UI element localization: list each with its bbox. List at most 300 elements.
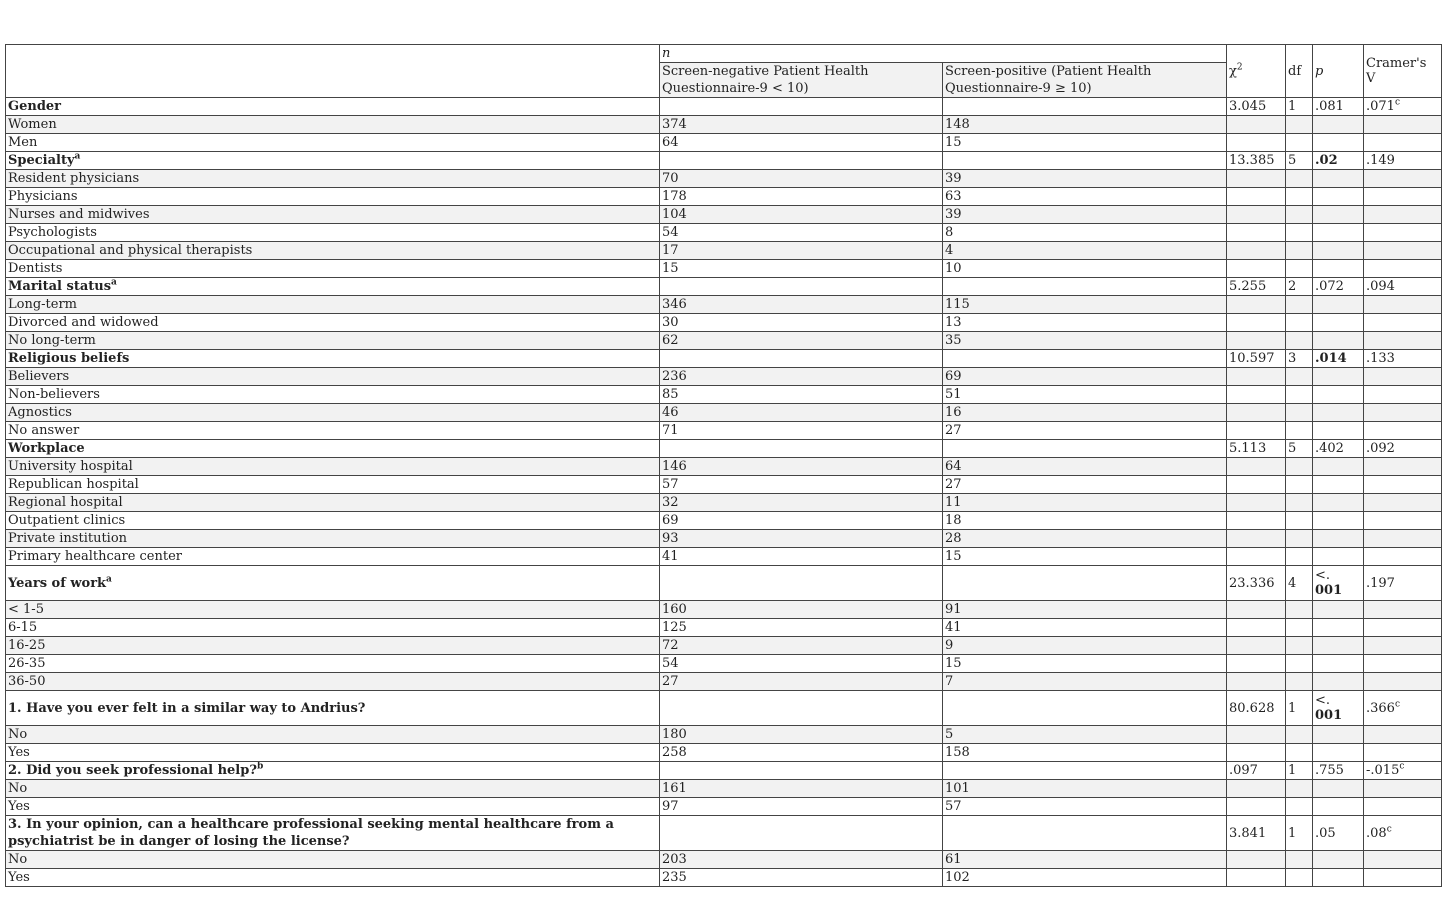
empty-cell (1286, 744, 1313, 762)
header-screen-negative: Screen-negative Patient Health Questionnaire-9 < 10) (660, 63, 943, 98)
row-label: < 1-5 (6, 601, 660, 619)
empty-cell (1227, 798, 1286, 816)
empty-cell (1313, 224, 1364, 242)
df-value: 1 (1286, 816, 1313, 851)
screen-positive-count: 15 (943, 655, 1227, 673)
group-label-text: 1. Have you ever felt in a similar way to Andrius? (8, 700, 366, 716)
p-prefix: <. (1315, 693, 1331, 708)
chi-square-value: 10.597 (1227, 350, 1286, 368)
empty-cell (1227, 170, 1286, 188)
group-footnote: b (256, 761, 264, 772)
empty-cell (1227, 224, 1286, 242)
screen-positive-count: 9 (943, 637, 1227, 655)
row-label: Long-term (6, 296, 660, 314)
row-label: Non-believers (6, 386, 660, 404)
v-number: .08 (1366, 825, 1387, 841)
screen-negative-count: 41 (660, 548, 943, 566)
table-row (6, 637, 1442, 655)
table-row (6, 744, 1442, 762)
empty-cell (1227, 530, 1286, 548)
screen-positive-count: 41 (943, 619, 1227, 637)
group-label-text: Specialty (8, 153, 75, 168)
empty-cell (1313, 869, 1364, 887)
empty-cell (1313, 494, 1364, 512)
screen-positive-count: 27 (943, 476, 1227, 494)
empty-cell (1313, 332, 1364, 350)
group-label-text: Workplace (8, 441, 85, 456)
empty-cell (1286, 260, 1313, 278)
v-footnote: c (1394, 699, 1400, 710)
row-label: No answer (6, 422, 660, 440)
empty-cell (1364, 530, 1442, 548)
v-number: .092 (1366, 441, 1395, 456)
group-footnote: a (111, 277, 117, 288)
empty-cell (1313, 476, 1364, 494)
empty-cell (1286, 530, 1313, 548)
empty-cell (1227, 116, 1286, 134)
screen-positive-count: 63 (943, 188, 1227, 206)
cramers-v-value (1364, 350, 1442, 368)
empty-cell (1227, 655, 1286, 673)
group-label (6, 350, 660, 368)
screen-positive-count: 11 (943, 494, 1227, 512)
empty-cell (1313, 296, 1364, 314)
screen-negative-count: 46 (660, 404, 943, 422)
row-label: Yes (6, 798, 660, 816)
empty-cell (1286, 512, 1313, 530)
cramers-v-value (1364, 440, 1442, 458)
empty-cell (1227, 386, 1286, 404)
group-row (6, 350, 1442, 368)
empty-cell (1227, 188, 1286, 206)
screen-positive-count: 101 (943, 780, 1227, 798)
screen-negative-count: 57 (660, 476, 943, 494)
row-label: Men (6, 134, 660, 152)
empty-cell (1364, 673, 1442, 691)
empty-cell (1286, 422, 1313, 440)
empty-cell (1227, 134, 1286, 152)
p-value: .05 (1313, 816, 1364, 851)
screen-negative-count: 27 (660, 673, 943, 691)
screen-positive-count: 102 (943, 869, 1227, 887)
group-pos-blank (943, 350, 1227, 368)
screen-positive-count: 10 (943, 260, 1227, 278)
cramers-v-value (1364, 566, 1442, 601)
empty-cell (1364, 655, 1442, 673)
table-row (6, 332, 1442, 350)
empty-cell (1227, 404, 1286, 422)
empty-cell (1286, 673, 1313, 691)
empty-cell (1364, 386, 1442, 404)
row-label: Regional hospital (6, 494, 660, 512)
header-blank (6, 45, 660, 98)
row-label: Private institution (6, 530, 660, 548)
results-table (5, 44, 1442, 887)
row-label: Outpatient clinics (6, 512, 660, 530)
screen-positive-count: 61 (943, 851, 1227, 869)
empty-cell (1313, 548, 1364, 566)
empty-cell (1286, 224, 1313, 242)
screen-negative-count: 178 (660, 188, 943, 206)
empty-cell (1227, 296, 1286, 314)
row-label: Nurses and midwives (6, 206, 660, 224)
empty-cell (1227, 744, 1286, 762)
screen-positive-count: 39 (943, 170, 1227, 188)
screen-negative-count: 236 (660, 368, 943, 386)
empty-cell (1286, 314, 1313, 332)
row-label: Republican hospital (6, 476, 660, 494)
group-label-text: Marital status (8, 279, 112, 294)
empty-cell (1286, 494, 1313, 512)
screen-positive-count: 5 (943, 726, 1227, 744)
screen-positive-count: 51 (943, 386, 1227, 404)
table-row (6, 673, 1442, 691)
group-pos-blank (943, 98, 1227, 116)
empty-cell (1364, 548, 1442, 566)
empty-cell (1286, 798, 1313, 816)
empty-cell (1364, 116, 1442, 134)
empty-cell (1364, 134, 1442, 152)
chi-square-value: 80.628 (1227, 691, 1286, 726)
cramers-v-value (1364, 816, 1442, 851)
empty-cell (1286, 368, 1313, 386)
df-value: 5 (1286, 440, 1313, 458)
v-number: -.015 (1366, 763, 1400, 778)
empty-cell (1364, 188, 1442, 206)
empty-cell (1313, 260, 1364, 278)
empty-cell (1227, 726, 1286, 744)
p-value (1313, 566, 1364, 601)
header-df: df (1286, 45, 1313, 98)
screen-positive-count: 39 (943, 206, 1227, 224)
empty-cell (1313, 314, 1364, 332)
cramers-v-value (1364, 98, 1442, 116)
chi-symbol: χ (1229, 63, 1237, 79)
empty-cell (1364, 476, 1442, 494)
row-label: Psychologists (6, 224, 660, 242)
p-value (1313, 691, 1364, 726)
table-row (6, 314, 1442, 332)
chi-square-value: 5.255 (1227, 278, 1286, 296)
group-neg-blank (660, 152, 943, 170)
p-value: .402 (1313, 440, 1364, 458)
screen-positive-count: 7 (943, 673, 1227, 691)
empty-cell (1313, 744, 1364, 762)
empty-cell (1286, 637, 1313, 655)
empty-cell (1286, 332, 1313, 350)
cramers-v-value (1364, 278, 1442, 296)
empty-cell (1364, 224, 1442, 242)
group-label-text: Years of work (8, 575, 107, 591)
chi-square-value: 5.113 (1227, 440, 1286, 458)
empty-cell (1227, 458, 1286, 476)
empty-cell (1286, 869, 1313, 887)
empty-cell (1364, 332, 1442, 350)
group-label (6, 816, 660, 851)
group-footnote: a (74, 151, 81, 162)
empty-cell (1286, 134, 1313, 152)
empty-cell (1313, 242, 1364, 260)
table-row (6, 726, 1442, 744)
empty-cell (1286, 726, 1313, 744)
screen-negative-count: 32 (660, 494, 943, 512)
screen-negative-count: 30 (660, 314, 943, 332)
group-pos-blank (943, 440, 1227, 458)
row-label: Physicians (6, 188, 660, 206)
empty-cell (1313, 655, 1364, 673)
table-row (6, 851, 1442, 869)
group-pos-blank (943, 152, 1227, 170)
empty-cell (1286, 116, 1313, 134)
empty-cell (1286, 404, 1313, 422)
empty-cell (1364, 744, 1442, 762)
table-row (6, 548, 1442, 566)
group-label-text: Gender (8, 99, 62, 114)
screen-negative-count: 104 (660, 206, 943, 224)
empty-cell (1364, 404, 1442, 422)
v-footnote: c (1394, 97, 1400, 108)
screen-negative-count: 97 (660, 798, 943, 816)
empty-cell (1286, 296, 1313, 314)
screen-negative-count: 70 (660, 170, 943, 188)
empty-cell (1364, 637, 1442, 655)
screen-negative-count: 258 (660, 744, 943, 762)
screen-negative-count: 203 (660, 851, 943, 869)
table-row (6, 798, 1442, 816)
empty-cell (1227, 314, 1286, 332)
empty-cell (1286, 780, 1313, 798)
df-value: 2 (1286, 278, 1313, 296)
header-screen-positive: Screen-positive (Patient Health Questionnaire-9 ≥ 10) (943, 63, 1227, 98)
v-number: .197 (1366, 575, 1395, 591)
table-row (6, 494, 1442, 512)
table-row (6, 512, 1442, 530)
group-label (6, 566, 660, 601)
table-row (6, 404, 1442, 422)
empty-cell (1313, 530, 1364, 548)
row-label: Primary healthcare center (6, 548, 660, 566)
table-row (6, 530, 1442, 548)
empty-cell (1227, 512, 1286, 530)
screen-positive-count: 27 (943, 422, 1227, 440)
p-number: 001 (1315, 583, 1343, 598)
empty-cell (1286, 476, 1313, 494)
chi-square-value: 3.841 (1227, 816, 1286, 851)
row-label: Resident physicians (6, 170, 660, 188)
group-pos-blank (943, 566, 1227, 601)
empty-cell (1364, 296, 1442, 314)
group-neg-blank (660, 691, 943, 726)
group-label-text: 3. In your opinion, can a healthcare professional seeking mental healthcare from a psychiatrist be in danger of losing the license? (8, 817, 614, 849)
chi-square-value: 13.385 (1227, 152, 1286, 170)
empty-cell (1313, 851, 1364, 869)
group-label-text: 2. Did you seek professional help? (8, 763, 257, 778)
table-row (6, 188, 1442, 206)
v-number: .071 (1366, 99, 1395, 114)
empty-cell (1286, 458, 1313, 476)
v-number: .094 (1366, 279, 1395, 294)
empty-cell (1364, 869, 1442, 887)
p-prefix: <. (1315, 568, 1331, 583)
empty-cell (1313, 619, 1364, 637)
group-row (6, 762, 1442, 780)
header-n: n (660, 45, 1227, 63)
chi-square-value: 3.045 (1227, 98, 1286, 116)
empty-cell (1313, 422, 1364, 440)
empty-cell (1286, 548, 1313, 566)
screen-positive-count: 158 (943, 744, 1227, 762)
empty-cell (1227, 869, 1286, 887)
header-cramers-v: Cramer's V (1364, 45, 1442, 98)
df-value: 3 (1286, 350, 1313, 368)
screen-negative-count: 69 (660, 512, 943, 530)
chi-square-value: .097 (1227, 762, 1286, 780)
row-label: Believers (6, 368, 660, 386)
group-label (6, 152, 660, 170)
group-neg-blank (660, 440, 943, 458)
header-p: p (1313, 45, 1364, 98)
screen-positive-count: 4 (943, 242, 1227, 260)
screen-negative-count: 17 (660, 242, 943, 260)
screen-negative-count: 235 (660, 869, 943, 887)
screen-positive-count: 115 (943, 296, 1227, 314)
empty-cell (1313, 188, 1364, 206)
screen-negative-count: 62 (660, 332, 943, 350)
screen-negative-count: 346 (660, 296, 943, 314)
table-row (6, 458, 1442, 476)
cramers-v-value (1364, 762, 1442, 780)
table-row (6, 619, 1442, 637)
row-label: No (6, 780, 660, 798)
empty-cell (1227, 780, 1286, 798)
screen-positive-count: 16 (943, 404, 1227, 422)
df-value: 1 (1286, 762, 1313, 780)
empty-cell (1364, 494, 1442, 512)
empty-cell (1313, 116, 1364, 134)
row-label: Yes (6, 744, 660, 762)
screen-positive-count: 13 (943, 314, 1227, 332)
screen-negative-count: 54 (660, 655, 943, 673)
table-body (6, 98, 1442, 887)
row-label: 6-15 (6, 619, 660, 637)
empty-cell (1364, 512, 1442, 530)
screen-positive-count: 28 (943, 530, 1227, 548)
row-label: Occupational and physical therapists (6, 242, 660, 260)
chi-superscript: 2 (1236, 62, 1243, 73)
empty-cell (1227, 206, 1286, 224)
table-row (6, 368, 1442, 386)
screen-negative-count: 54 (660, 224, 943, 242)
screen-negative-count: 71 (660, 422, 943, 440)
empty-cell (1227, 260, 1286, 278)
empty-cell (1313, 404, 1364, 422)
screen-negative-count: 374 (660, 116, 943, 134)
empty-cell (1227, 673, 1286, 691)
group-label (6, 440, 660, 458)
group-pos-blank (943, 762, 1227, 780)
empty-cell (1286, 206, 1313, 224)
v-footnote: c (1399, 761, 1405, 772)
table-row (6, 242, 1442, 260)
empty-cell (1364, 780, 1442, 798)
table-row (6, 655, 1442, 673)
screen-negative-count: 85 (660, 386, 943, 404)
row-label: 36-50 (6, 673, 660, 691)
empty-cell (1313, 386, 1364, 404)
table-row (6, 601, 1442, 619)
group-neg-blank (660, 566, 943, 601)
empty-cell (1227, 242, 1286, 260)
screen-negative-count: 64 (660, 134, 943, 152)
empty-cell (1227, 601, 1286, 619)
group-row (6, 566, 1442, 601)
v-number: .366 (1366, 700, 1395, 716)
empty-cell (1227, 619, 1286, 637)
df-value: 1 (1286, 98, 1313, 116)
table-row (6, 260, 1442, 278)
table-row (6, 476, 1442, 494)
screen-positive-count: 64 (943, 458, 1227, 476)
group-pos-blank (943, 691, 1227, 726)
empty-cell (1364, 601, 1442, 619)
p-value: .014 (1313, 350, 1364, 368)
chi-square-value: 23.336 (1227, 566, 1286, 601)
empty-cell (1227, 368, 1286, 386)
screen-negative-count: 146 (660, 458, 943, 476)
table-row (6, 224, 1442, 242)
group-row (6, 278, 1442, 296)
empty-cell (1313, 726, 1364, 744)
screen-positive-count: 8 (943, 224, 1227, 242)
empty-cell (1286, 851, 1313, 869)
empty-cell (1364, 368, 1442, 386)
screen-positive-count: 69 (943, 368, 1227, 386)
row-label: University hospital (6, 458, 660, 476)
row-label: Dentists (6, 260, 660, 278)
row-label: Agnostics (6, 404, 660, 422)
screen-positive-count: 148 (943, 116, 1227, 134)
group-pos-blank (943, 278, 1227, 296)
group-label (6, 762, 660, 780)
empty-cell (1364, 726, 1442, 744)
screen-negative-count: 93 (660, 530, 943, 548)
empty-cell (1286, 188, 1313, 206)
screen-negative-count: 15 (660, 260, 943, 278)
row-label: 16-25 (6, 637, 660, 655)
screen-negative-count: 180 (660, 726, 943, 744)
empty-cell (1313, 458, 1364, 476)
group-neg-blank (660, 278, 943, 296)
row-label: Women (6, 116, 660, 134)
cramers-v-value (1364, 691, 1442, 726)
screen-positive-count: 91 (943, 601, 1227, 619)
empty-cell (1313, 368, 1364, 386)
row-label: Yes (6, 869, 660, 887)
screen-positive-count: 15 (943, 548, 1227, 566)
table-row (6, 116, 1442, 134)
empty-cell (1313, 780, 1364, 798)
empty-cell (1313, 601, 1364, 619)
empty-cell (1313, 170, 1364, 188)
p-value: .02 (1313, 152, 1364, 170)
table-row (6, 780, 1442, 798)
table-row (6, 386, 1442, 404)
empty-cell (1364, 314, 1442, 332)
empty-cell (1364, 242, 1442, 260)
empty-cell (1313, 512, 1364, 530)
group-neg-blank (660, 816, 943, 851)
empty-cell (1364, 260, 1442, 278)
